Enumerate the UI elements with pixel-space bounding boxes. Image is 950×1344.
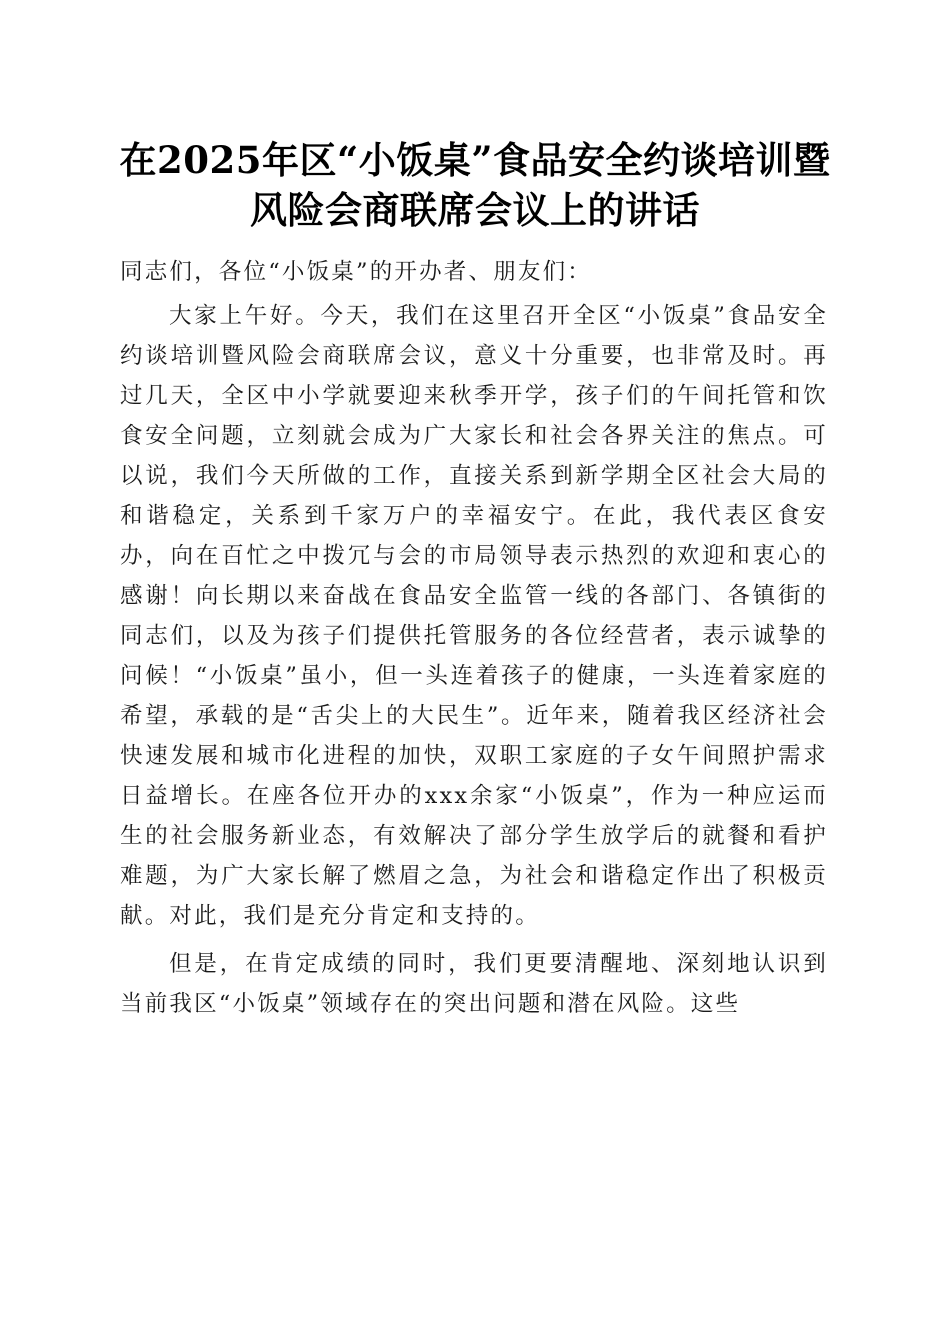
paragraph-2: 但是，在肯定成绩的同时，我们更要清醒地、深刻地认识到当前我区“小饭桌”领域存在的突出问题和潜在风险。这些	[120, 951, 828, 1017]
document-title	[100, 135, 850, 235]
greeting-line: 同志们，各位“小饭桌”的开办者、朋友们：	[120, 259, 593, 285]
title-line-2: 风险会商联席会议上的讲话	[250, 188, 700, 232]
title-line-1: 在2025年区“小饭桌”食品安全约谈培训暨	[119, 138, 831, 182]
paragraph-1: 大家上午好。今天，我们在这里召开全区“小饭桌”食品安全约谈培训暨风险会商联席会议，意义十分重要，也非常及时。再过几天，全区中小学就要迎来秋季开学，孩子们的午间托管和饮食安全问题，立刻就会成为广大家长和社会各界关注的焦点。可以说，我们今天所做的工作，直接关系到新学期全区社会大局的和谐稳定，关系到千家万户的幸福安宁。在此，我代表区食安办，向在百忙之中拨冗与会的市局领导表示热烈的欢迎和衷心的感谢！向长期以来奋战在食品安全监管一线的各部门、各镇街的同志们，以及为孩子们提供托管服务的各位经营者，表示诚挚的问候！“小饭桌”虽小，但一头连着孩子的健康，一头连着家庭的希望，承载的是“舌尖上的大民生”。近年来，随着我区经济社会快速发展和城市化进程的加快，双职工家庭的子女午间照护需求日益增长。在座各位开办的xxx余家“小饭桌”，作为一种应运而生的社会服务新业态，有效解决了部分学生放学后的就餐和看护难题，为广大家长解了燃眉之急，为社会和谐稳定作出了积极贡献。对此，我们是充分肯定和支持的。	[120, 303, 828, 929]
document-body	[120, 252, 828, 1024]
